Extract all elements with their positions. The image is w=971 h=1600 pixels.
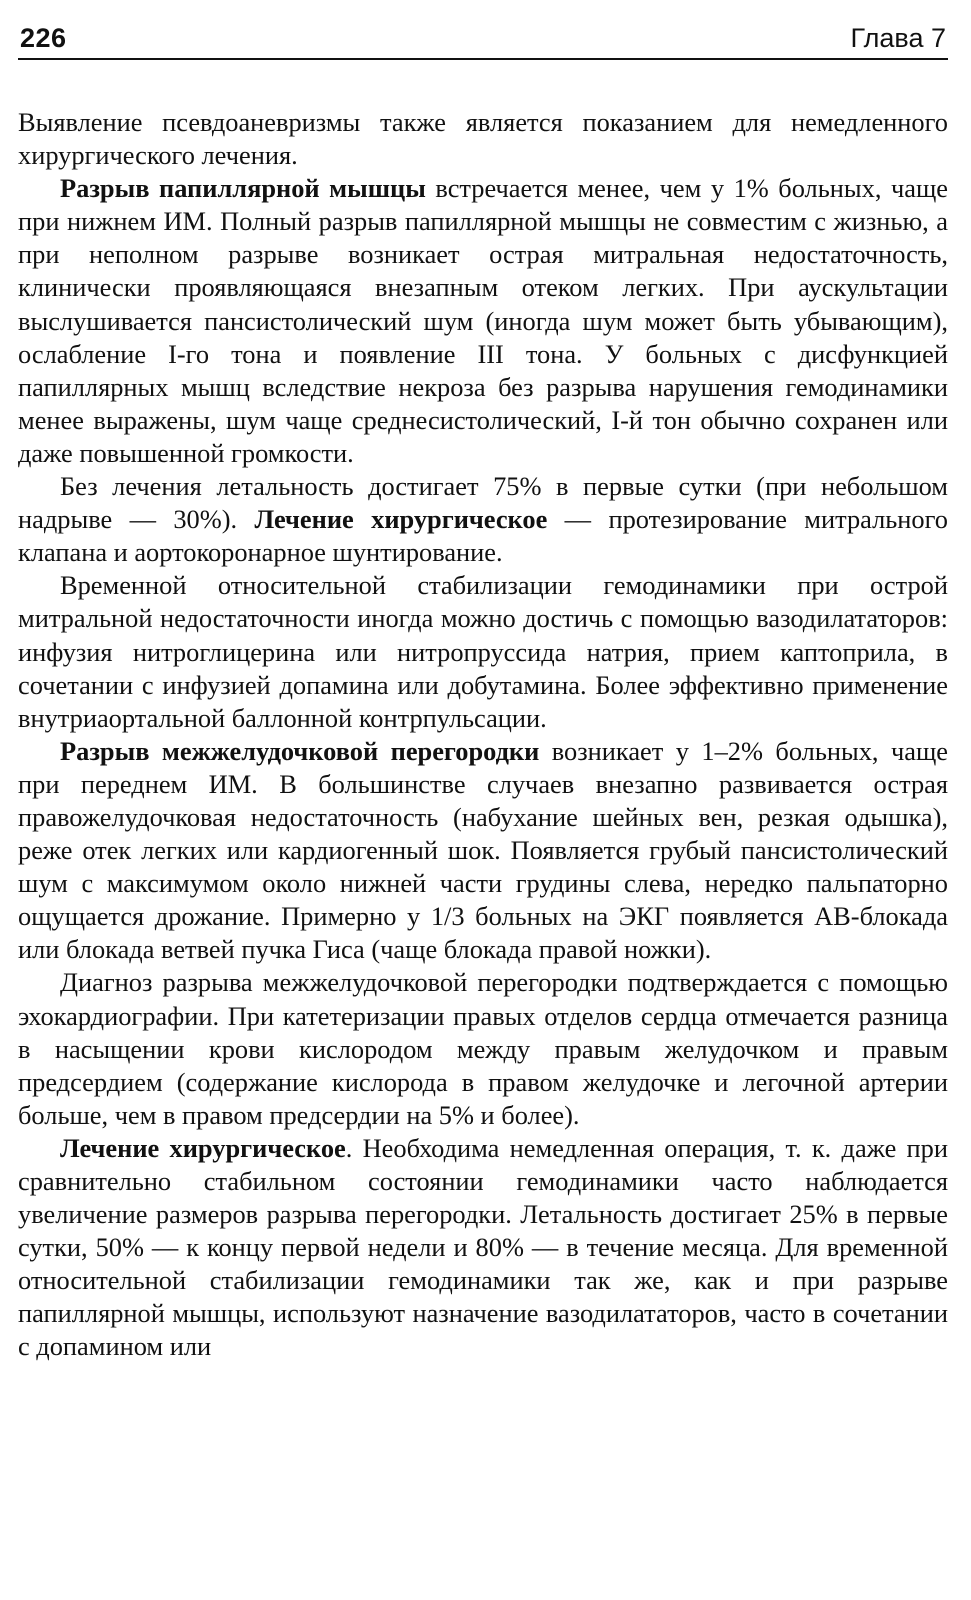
paragraph-text: Диагноз разрыва межжелудочковой перегородки подтверждается с помощью эхокардиографии. При катетеризации правых отделов сердца отмечается разница в насыщении крови кислородом между правым желудочком и правым предсердием (содержание кислорода в правом желудочке и легочной артерии больше, чем в правом предсердии на 5% и более). [18,967,948,1130]
paragraph-1 [18,106,948,172]
paragraph-text: . Необходима немедленная операция, т. к. даже при сравнительно стабильном состоянии гемодинамики часто наблюдается увеличение размеров разрыва перегородки. Летальность достигает 25% в первые сутки, 50% — к концу первой недели и 80% — в течение месяца. Для временной относительной стабилизации гемодинамики так же, как и при разрыве папиллярной мышцы, используют назначение вазодилататоров, часто в сочетании с допамином или [18,1132,948,1362]
paragraph-text: Без лечения летальность достигает 75% в первые сутки (при небольшом надрыве — 30%). [18,471,948,535]
paragraph-text: встречается менее, чем у 1% больных, чаще при нижнем ИМ. Полный разрыв папиллярной мышцы не совместим с жизнью, а при неполном разрыве возникает острая митральная недостаточность, клинически проявляющаяся внезапным отеком легких. При аускультации выслушивается пансистолический шум (иногда шум может быть убывающим), ослабление I-го тона и появление III тона. У больных с дисфункцией папиллярных мышц вследствие некроза без разрыва нарушения гемодинамики менее выражены, шум чаще среднесистолический, I-й тон обычно сохранен или даже повышенной громкости. [18,173,948,468]
paragraph-text: — протезирование митрального клапана и аортокоронарное шунтирование. [18,504,948,568]
body-text [18,106,948,1364]
paragraph-surgical-treatment [18,1132,948,1364]
paragraph-text: возникает у 1–2% больных, чаще при переднем ИМ. В большинстве случаев внезапно развивается острая правожелудочковая недостаточность (набухание шейных вен, резкая одышка), реже отек легких или кардиогенный шок. Появляется грубый пансистолический шум с максимумом около нижней части грудины слева, нередко пальпаторно ощущается дрожание. Примерно у 1/3 больных на ЭКГ появляется АВ-блокада или блокада ветвей пучка Гиса (чаще блокада правой ножки). [18,735,948,965]
paragraph-diagnosis [18,966,948,1131]
paragraph-mortality [18,470,948,569]
book-page [18,22,948,1364]
paragraph-text: Выявление псевдоаневризмы также является показанием для немедленного хирургического лечения. [18,107,948,171]
paragraph-text: Временной относительной стабилизации гемодинамики при острой митральной недостаточности иногда можно достичь с помощью вазодилататоров: инфузия нитроглицерина или нитропруссида натрия, прием каптоприла, в сочетании с инфузией допамина или добутамина. Более эффективно применение внутриаортальной баллонной контрпульсации. [18,570,948,733]
paragraph-heading: Лечение хирургическое [60,1132,346,1163]
running-header [18,22,948,60]
paragraph-papillary-rupture [18,172,948,470]
chapter-title: Глава 7 [850,23,946,53]
paragraph-heading: Разрыв межжелудочковой перегородки [60,735,540,766]
paragraph-stabilization [18,569,948,734]
paragraph-septal-rupture [18,735,948,967]
paragraph-inline-heading: Лечение хирургическое [254,504,548,535]
page-number: 226 [20,23,67,53]
paragraph-heading: Разрыв папиллярной мышцы [60,173,426,204]
